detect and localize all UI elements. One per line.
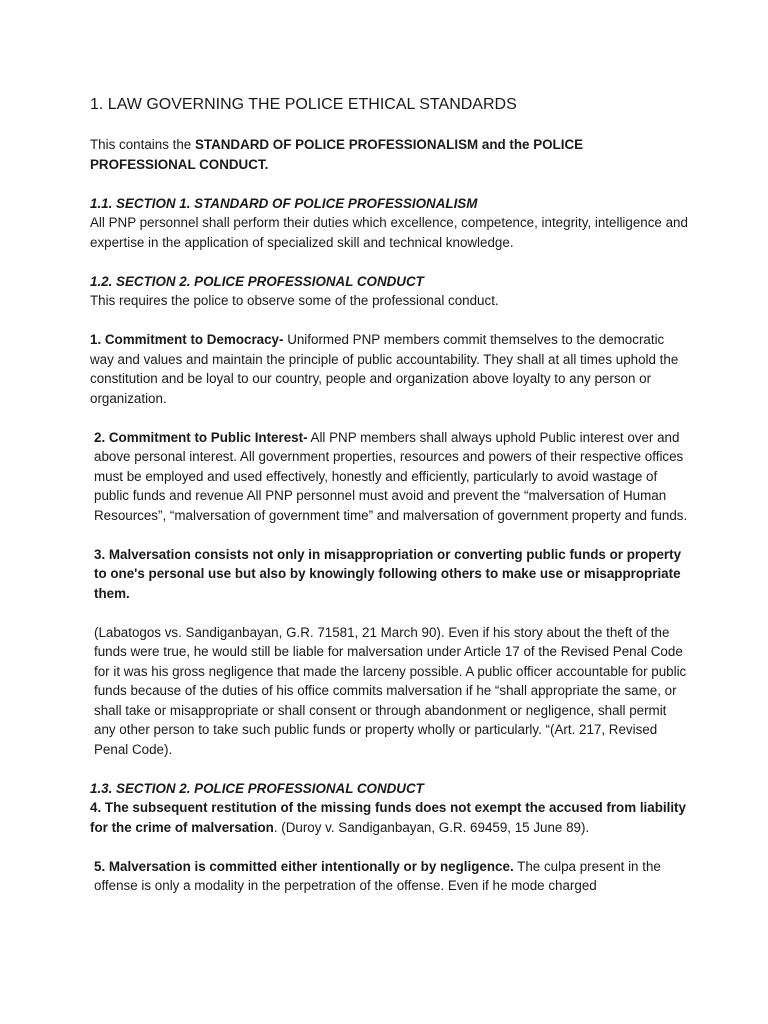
section-1-2-body: This requires the police to observe some of the professional conduct. bbox=[90, 293, 499, 308]
item-2-title: 2. Commitment to Public Interest- bbox=[94, 429, 308, 445]
case-paragraph: (Labatogos vs. Sandiganbayan, G.R. 71581, 21 March 90). Even if his story about the theft of the funds were true, he would still be liable for malversation under Article 17 of the Revised Penal Code for it was his gross negligence that made the larceny possible. A public officer accountable for public funds because of the duties of his office commits malversation if he “shall appropriate the same, or shall take or misappropriate or shall consent or through abandonment or negligence, shall permit any other person to take such public funds or property wholly or particularly. “(Art. 217, Revised Penal Code). bbox=[94, 624, 687, 757]
item-2-paragraph bbox=[90, 428, 690, 526]
intro-bold: STANDARD OF POLICE PROFESSIONALISM and the POLICE PROFESSIONAL CONDUCT. bbox=[90, 137, 584, 172]
document-page bbox=[90, 94, 690, 915]
item-4-text: . (Duroy v. Sandiganbayan, G.R. 69459, 15 June 89). bbox=[273, 819, 590, 835]
item-5-text: The culpa present in the offense is only a modality in the perpetration of the offense. Even if he mode charged bbox=[94, 858, 661, 893]
item-1-title: 1. Commitment to Democracy- bbox=[90, 332, 284, 347]
section-1-1-heading: 1.1. SECTION 1. STANDARD OF POLICE PROFESSIONALISM bbox=[90, 195, 478, 211]
document-title: 1. LAW GOVERNING THE POLICE ETHICAL STANDARDS bbox=[90, 96, 517, 113]
item-5-title: 5. Malversation is committed either intentionally or by negligence. bbox=[94, 858, 514, 874]
section-1-1-body: All PNP personnel shall perform their duties which excellence, competence, integrity, intelligence and expertise in the application of specialized skill and technical knowledge. bbox=[90, 215, 688, 250]
item-1-text: Uniformed PNP members commit themselves to the democratic way and values and maintain the principle of public accountability. They shall at all times uphold the constitution and be loyal to our country, people and organization above loyalty to any person or organization. bbox=[90, 332, 679, 406]
item-4-paragraph bbox=[90, 798, 690, 837]
section-1-2-heading: 1.2. SECTION 2. POLICE PROFESSIONAL CONDUCT bbox=[90, 273, 424, 289]
intro-prefix: This contains the bbox=[90, 137, 195, 152]
item-3-title: 3. Malversation consists not only in misappropriation or converting public funds or property to one's personal use but also by knowingly following others to make use or misappropriate them. bbox=[94, 546, 682, 601]
item-4-title: 4. The subsequent restitution of the missing funds does not exempt the accused from liability for the crime of malversation bbox=[90, 800, 686, 835]
item-1-paragraph bbox=[90, 330, 690, 408]
item-5-paragraph bbox=[90, 857, 690, 896]
item-2-text: All PNP members shall always uphold Public interest over and above personal interest. All government properties, resources and powers of their respective offices must be employed and used effectively, honestly and efficiently, particularly to avoid wastage of public funds and revenue All PNP personnel must avoid and prevent the “malversation of Human Resources”, “malversation of government time” and malversation of government property and funds. bbox=[94, 429, 688, 523]
item-3-paragraph bbox=[90, 545, 690, 604]
section-1-3-heading: 1.3. SECTION 2. POLICE PROFESSIONAL CONDUCT bbox=[90, 780, 424, 796]
intro-paragraph bbox=[90, 135, 690, 174]
